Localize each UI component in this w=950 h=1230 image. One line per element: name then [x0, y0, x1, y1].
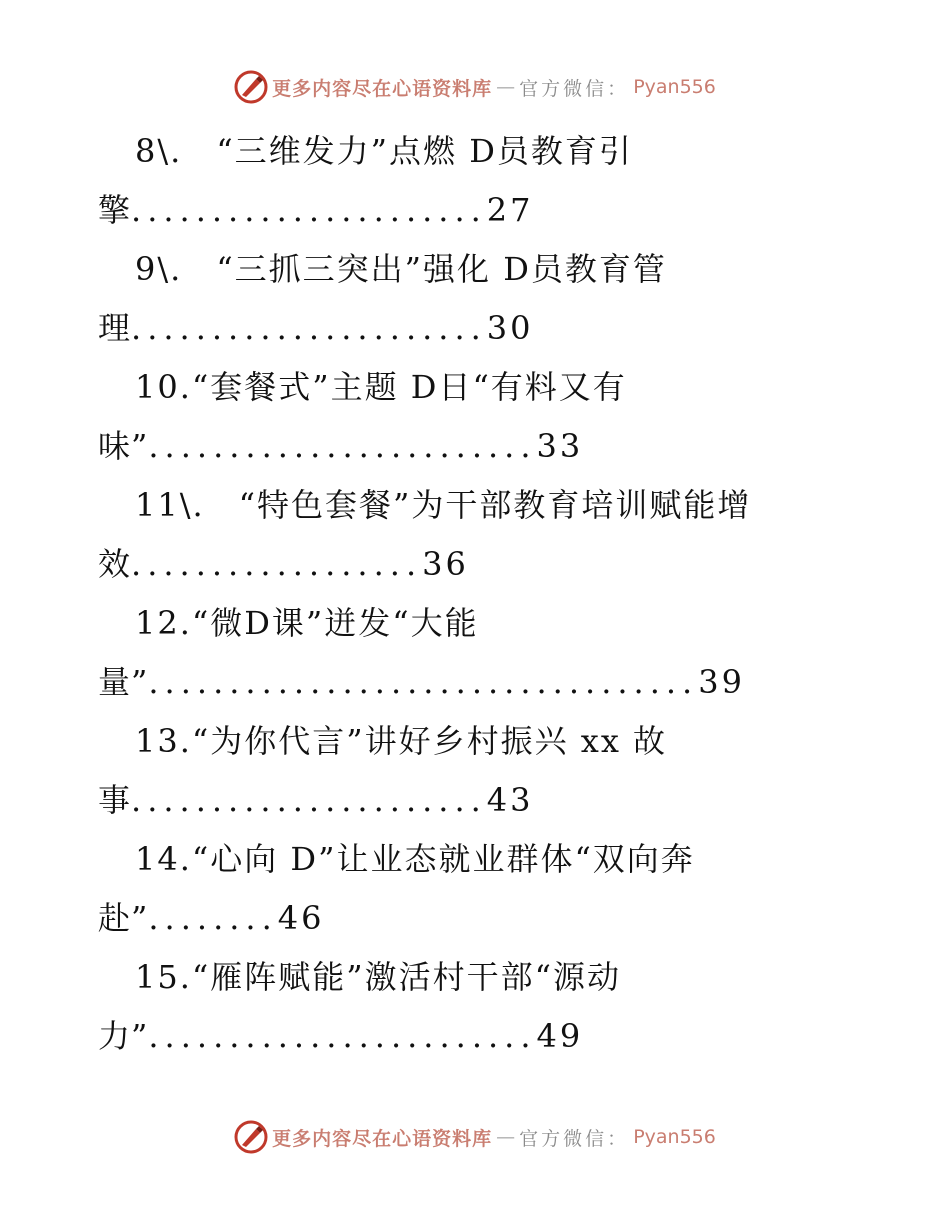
toc-page-number: 27	[486, 191, 534, 229]
header-banner	[0, 70, 950, 110]
footer-wechat-id: Pyan556	[633, 1126, 716, 1148]
toc-page-number: 33	[536, 427, 584, 465]
toc-entry[interactable]	[98, 712, 858, 830]
toc-page-number: 43	[486, 781, 534, 819]
toc-entry[interactable]	[98, 948, 858, 1066]
toc-entry[interactable]	[98, 830, 858, 948]
toc-entry-title-end: 味”	[98, 427, 149, 465]
toc-entry-title-end: 擎	[98, 191, 132, 229]
toc-entry[interactable]	[98, 122, 858, 240]
toc-entry-title-end: 量”	[98, 663, 149, 701]
toc-entry-title: 11\. “特色套餐”为干部教育培训赋能增	[135, 486, 752, 524]
toc-entry-title: 8\. “三维发力”点燃 D员教育引	[135, 132, 633, 170]
toc-dot-leader: ........................	[148, 427, 537, 465]
footer-wechat-label: 官方微信：	[519, 1127, 630, 1150]
toc-entry-title-end: 效	[98, 545, 132, 583]
toc-entry-continuation	[98, 417, 858, 476]
pen-logo-icon	[234, 1120, 268, 1154]
toc-entry-continuation	[98, 1007, 858, 1066]
toc-dot-leader: ......................	[131, 781, 487, 819]
toc-entry-continuation	[98, 299, 858, 358]
toc-entry-title: 10.“套餐式”主题 D日“有料又有	[135, 368, 627, 406]
footer-banner	[0, 1120, 950, 1160]
toc-entry-title: 15.“雁阵赋能”激活村干部“源动	[135, 958, 621, 996]
toc-entry-continuation	[98, 771, 858, 830]
toc-entry-continuation	[98, 889, 858, 948]
toc-page-number: 36	[422, 545, 469, 583]
toc-entry-title-end: 力”	[98, 1017, 149, 1055]
table-of-contents	[98, 122, 858, 1066]
toc-page-number: 39	[698, 663, 745, 701]
footer-text: 更多内容尽在心语资料库	[272, 1127, 493, 1150]
pen-logo-icon	[234, 70, 268, 104]
toc-entry[interactable]	[98, 240, 858, 358]
toc-page-number: 46	[277, 899, 325, 937]
toc-entry[interactable]	[98, 594, 858, 712]
toc-entry-title: 14.“心向 D”让业态就业群体“双向奔	[135, 840, 695, 878]
toc-entry-title: 13.“为你代言”讲好乡村振兴 xx 故	[135, 722, 668, 760]
toc-entry[interactable]	[98, 476, 858, 594]
toc-dot-leader: ........................	[148, 1017, 537, 1055]
toc-entry-continuation	[98, 181, 858, 240]
toc-dot-leader: ..................	[131, 545, 423, 583]
toc-dot-leader: ......................	[131, 191, 487, 229]
toc-dot-leader: ........	[148, 899, 278, 937]
toc-entry-continuation	[98, 653, 858, 712]
toc-page-number: 30	[486, 309, 534, 347]
header-separator: —	[496, 76, 516, 98]
toc-page-number: 49	[536, 1017, 584, 1055]
footer-separator: —	[496, 1126, 516, 1148]
toc-entry-title: 9\. “三抓三突出”强化 D员教育管	[135, 250, 667, 288]
header-text: 更多内容尽在心语资料库	[272, 77, 493, 100]
toc-entry-title: 12.“微D课”迸发“大能	[135, 604, 479, 642]
toc-dot-leader: ......................	[131, 309, 487, 347]
toc-entry-title-end: 理	[98, 309, 132, 347]
header-wechat-id: Pyan556	[633, 76, 716, 98]
header-wechat-label: 官方微信：	[519, 77, 630, 100]
toc-entry-continuation	[98, 535, 858, 594]
toc-entry[interactable]	[98, 358, 858, 476]
toc-entry-title-end: 赴”	[98, 899, 149, 937]
toc-entry-title-end: 事	[98, 781, 132, 819]
toc-dot-leader: ..................................	[148, 663, 699, 701]
